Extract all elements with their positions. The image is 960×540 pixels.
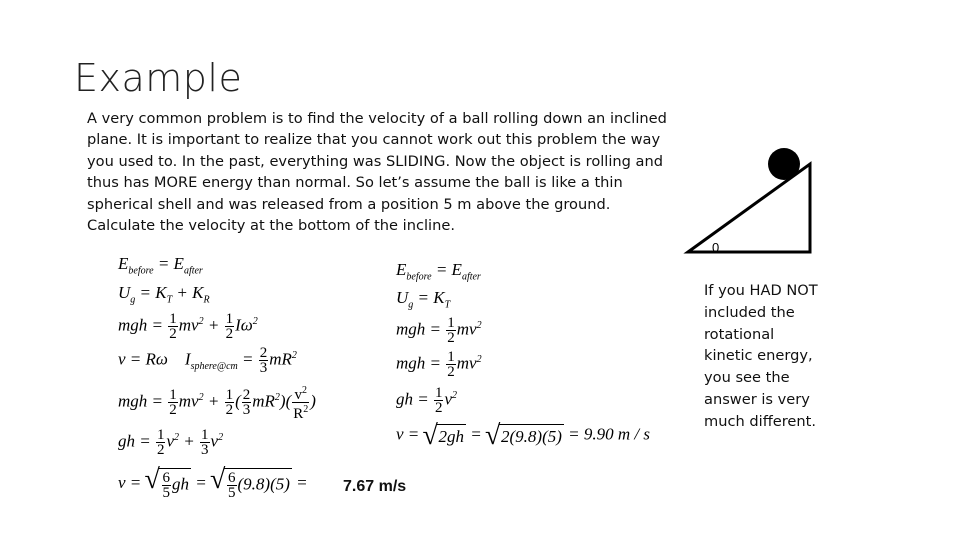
note-line: included the <box>704 303 795 321</box>
answer-rolling: 7.67 m/s <box>343 478 407 495</box>
problem-line: A very common problem is to find the velocity of a ball rolling down an inclined <box>87 110 667 127</box>
note-line: much different. <box>704 412 816 430</box>
slide-title: Example <box>74 56 243 100</box>
equation-potential-kinetic-sliding: $U_g = K_T$ <box>396 288 451 311</box>
problem-line: Calculate the velocity at the bottom of the incline. <box>87 217 455 235</box>
equation-energy-terms-sliding-repeat: mgh = $\frac{1}{2}$ $mv^2$ <box>396 349 482 380</box>
equation-energy-terms-sliding: mgh = $\frac{1}{2}$ $mv^2$ <box>396 315 482 346</box>
equation-velocity-rolling: v = √ $\frac{6}{5}$ gh = √ $\frac{6}{5}$ (9.8)(5) = <box>118 468 308 500</box>
problem-line: plane. It is important to realize that you cannot work out this problem the way <box>87 131 661 149</box>
equation-energy-terms: mgh = $\frac{1}{2}$ $mv^2$ + $\frac{1}{2}$ $I\omega^2$ <box>118 311 258 342</box>
equation-energy-conservation: $E_{before} = E_{after}$ <box>118 254 203 277</box>
diagram-label-zero: 0 <box>712 240 720 255</box>
equation-velocity-sliding: v = √ 2gh = √ 2(9.8)(5) = 9.90 m / s <box>396 424 650 447</box>
equation-simplified-sliding: gh = $\frac{1}{2}$ $v^2$ <box>396 385 458 416</box>
ball <box>768 148 800 180</box>
note-line: answer is very <box>704 390 810 408</box>
problem-line: spherical shell and was released from a position 5 m above the ground. <box>87 195 611 213</box>
note-line: you see the <box>704 369 790 387</box>
equation-simplified: gh = $\frac{1}{2}$ $v^2$ + $\frac{1}{3}$ $v^2$ <box>118 427 224 458</box>
equation-potential-kinetic: $U_g = K_T + K_R$ <box>118 283 210 306</box>
note-line: kinetic energy, <box>704 347 813 365</box>
note-line: If you HAD NOT <box>704 282 818 299</box>
equation-energy-conservation-sliding: $E_{before} = E_{after}$ <box>396 260 481 283</box>
note-line: rotational <box>704 325 775 343</box>
problem-statement <box>87 108 687 236</box>
equation-rolling-inertia: v = Rω $I_{sphere@cm}$ = $\frac{2}{3}$ $mR^2$ <box>118 345 297 376</box>
side-note <box>704 280 834 433</box>
problem-line: you used to. In the past, everything was SLIDING. Now the object is rolling and <box>87 152 664 170</box>
equation-substitution: mgh = $\frac{1}{2}$ $mv^2$ + $\frac{1}{2}$ ( $\frac{2}{3}$ $mR^2$)( $\frac{v^2}{R^2}$ ) <box>118 385 316 422</box>
problem-line: thus has MORE energy than normal. So let’s assume the ball is like a thin <box>87 174 623 192</box>
incline-diagram <box>676 146 816 258</box>
